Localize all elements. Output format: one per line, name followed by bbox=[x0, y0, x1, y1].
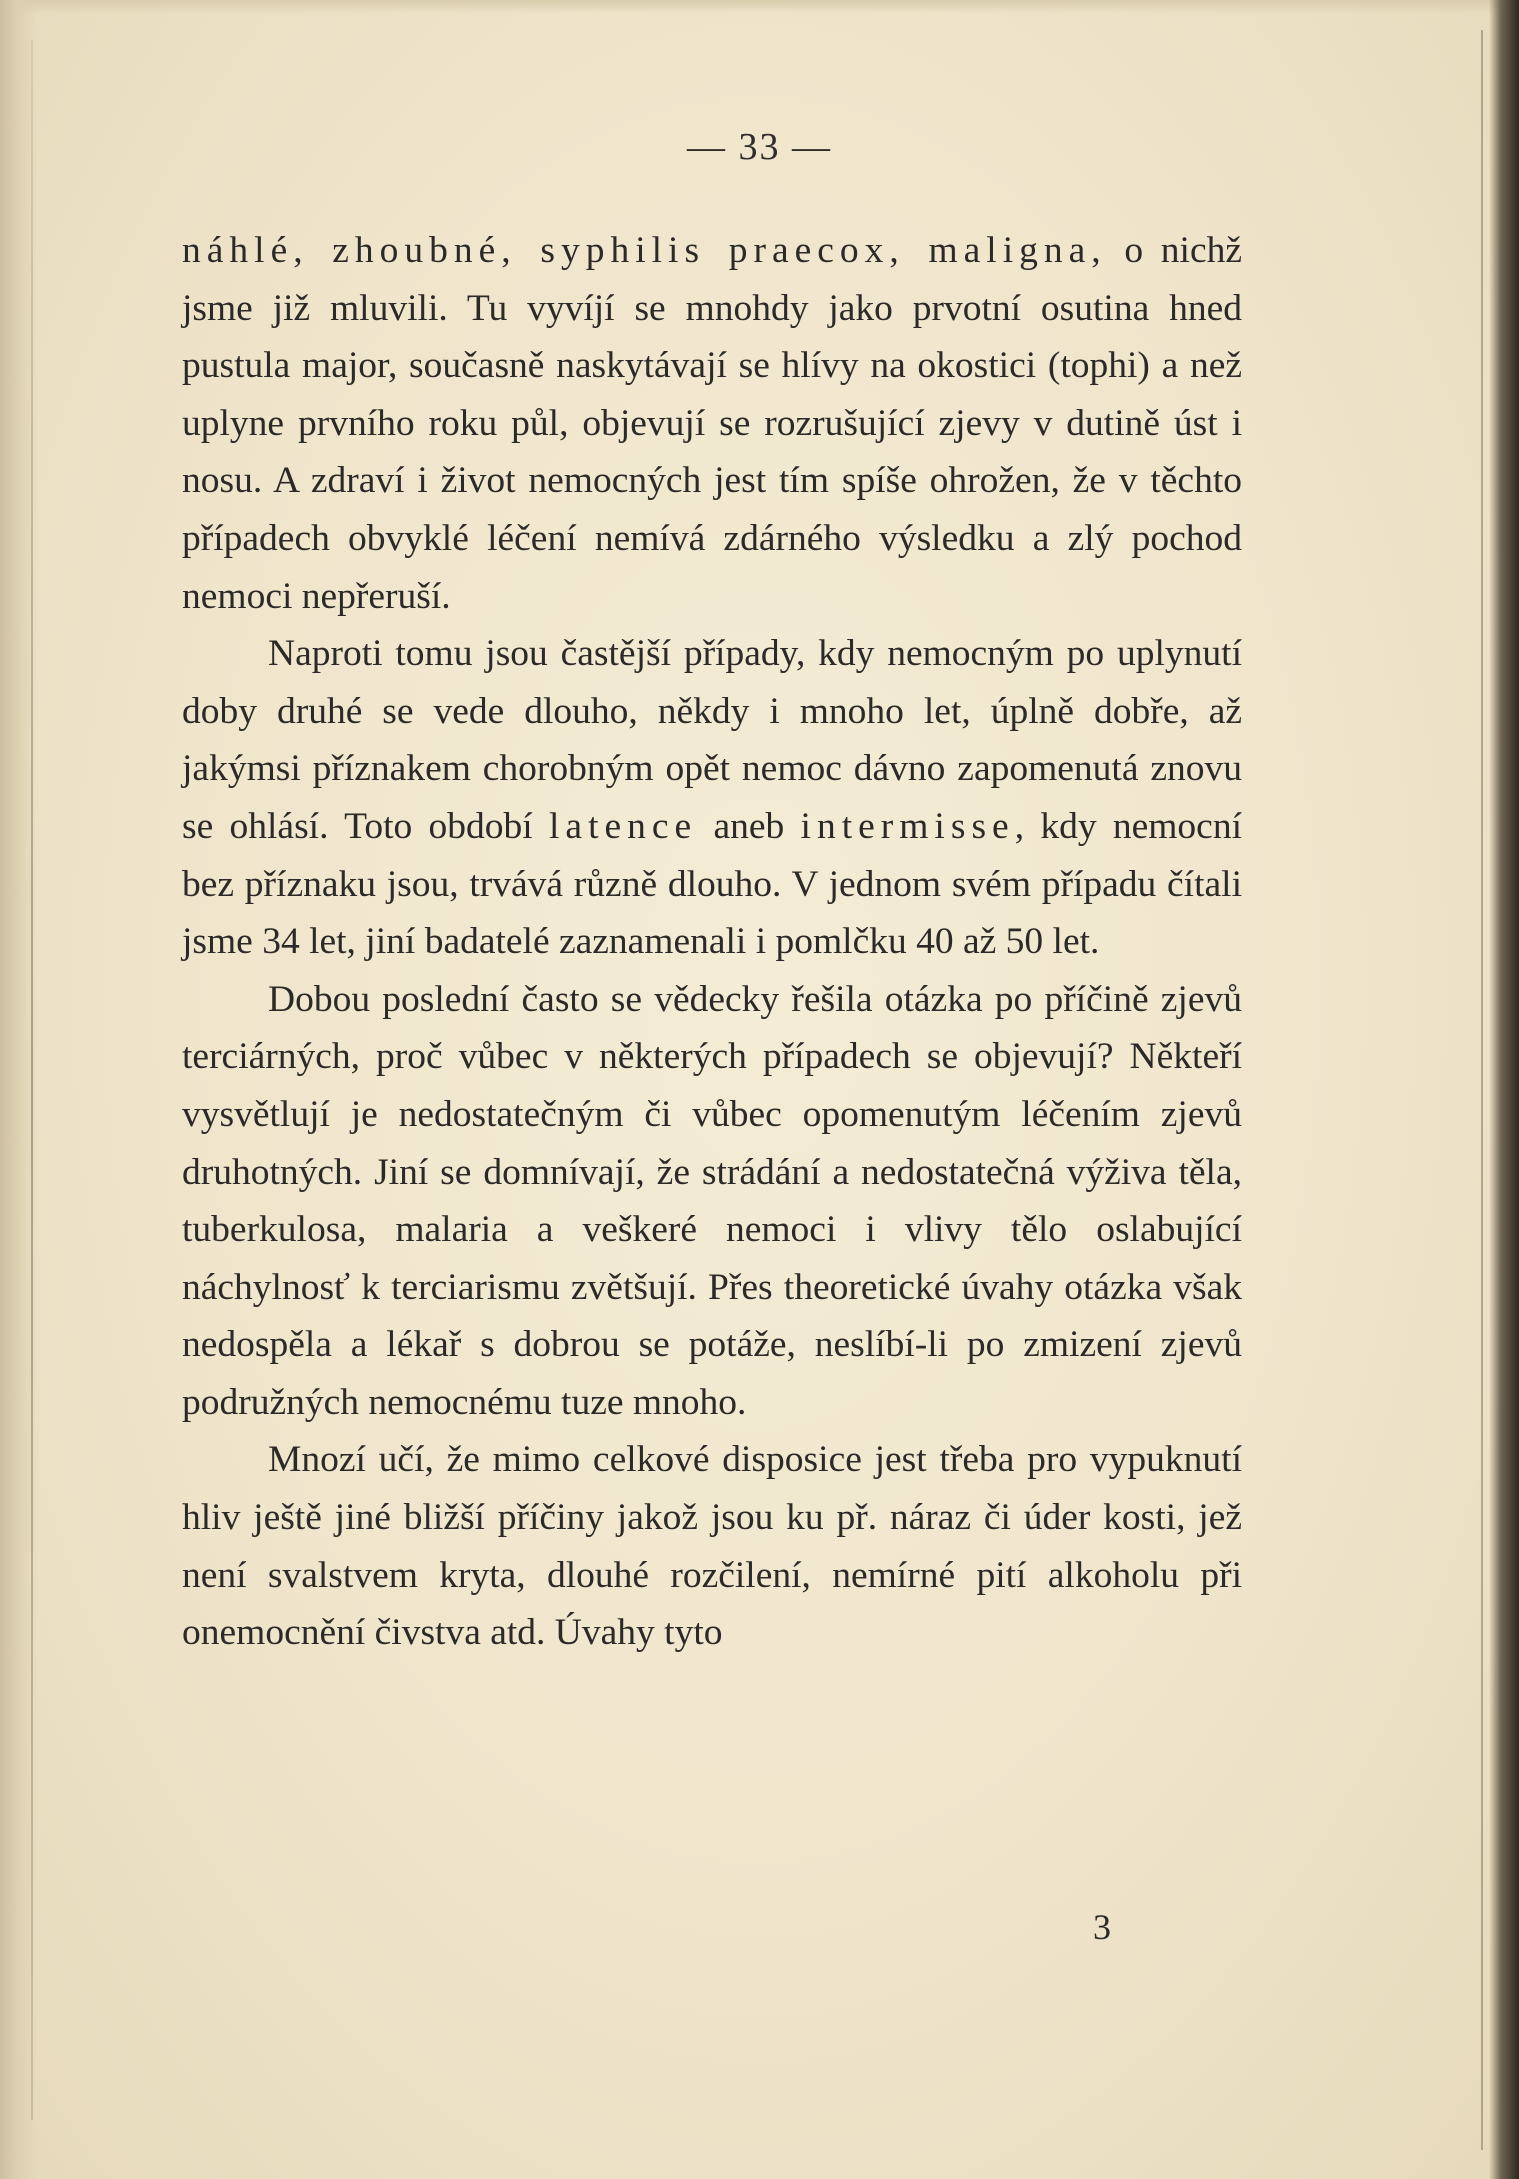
text-run: o nichž jsme již mluvili. Tu vyvíjí se mnohdy jako prvotní osutina hned pustula major, současně naskytávají se hlívy na okostici (tophi) a než uplyne prvního roku půl, objevují se rozrušující zjevy v dutině úst i nosu. A zdraví i život nemocných jest tím spíše ohrožen, že v těchto případech obvyklé léčení nemívá zdárného výsledku a zlý pochod nemoci nepřeruší. bbox=[182, 230, 1242, 617]
signature-mark: 3 bbox=[1093, 1907, 1111, 1947]
page-number-header: — 33 — bbox=[687, 126, 832, 168]
text-run: náhlé, zhoubné, syphilis praecox, maligna, bbox=[182, 230, 1107, 271]
text-run: aneb bbox=[697, 805, 801, 847]
page-top-edge bbox=[0, 0, 1519, 14]
body-text bbox=[182, 222, 1242, 1662]
page-fore-edge-line bbox=[1481, 30, 1483, 2150]
text-run: Mnozí učí, že mimo celkové disposice jest třeba pro vypuknutí hliv ještě jiné bližší příčiny jakož jsou ku př. náraz či úder kosti, jež není svalstvem kryta, dlouhé rozčilení, nemírné pití alkoholu při onemocnění čivstva atd. Úvahy tyto bbox=[182, 1439, 1242, 1654]
text-run: intermisse bbox=[800, 805, 1015, 847]
text-run: , kdy nemocní bez příznaku jsou, trvává různě dlouho. V jednom svém případu čítali jsme 34 let, jiní badatelé zaznamenali i pomlčku 40 až 50 let. bbox=[182, 805, 1242, 963]
binding-line bbox=[31, 40, 33, 2120]
paragraph bbox=[182, 1431, 1242, 1661]
text-run: Naproti tomu jsou častější případy, kdy nemocným po uplynutí doby druhé se vede dlouho, někdy i mnoho let, úplně dobře, až jakýmsi příznakem chorobným opět nemoc dávno zapomenutá znovu se ohlásí. Toto období bbox=[182, 633, 1242, 847]
paragraph bbox=[182, 971, 1242, 1432]
text-run: Dobou poslední často se vědecky řešila otázka po příčině zjevů terciárných, proč vůbec v některých případech se objevují? Někteří vysvětlují je nedostatečným či vůbec opomenutým léčením zjevů druhotných. Jiní se domnívají, že strádání a nedostatečná výživa těla, tuberkulosa, malaria a veškeré nemoci i vlivy tělo oslabující náchylnosť k terciarismu zvětšují. Přes theoretické úvahy otázka však nedospěla a lékař s dobrou se potáže, neslíbí-li po zmizení zjevů podružných nemocnému tuze mnoho. bbox=[182, 978, 1242, 1423]
text-run: latence bbox=[549, 805, 698, 847]
page-fore-edge bbox=[1489, 0, 1519, 2179]
paragraph bbox=[182, 222, 1242, 625]
paragraph bbox=[182, 625, 1242, 971]
